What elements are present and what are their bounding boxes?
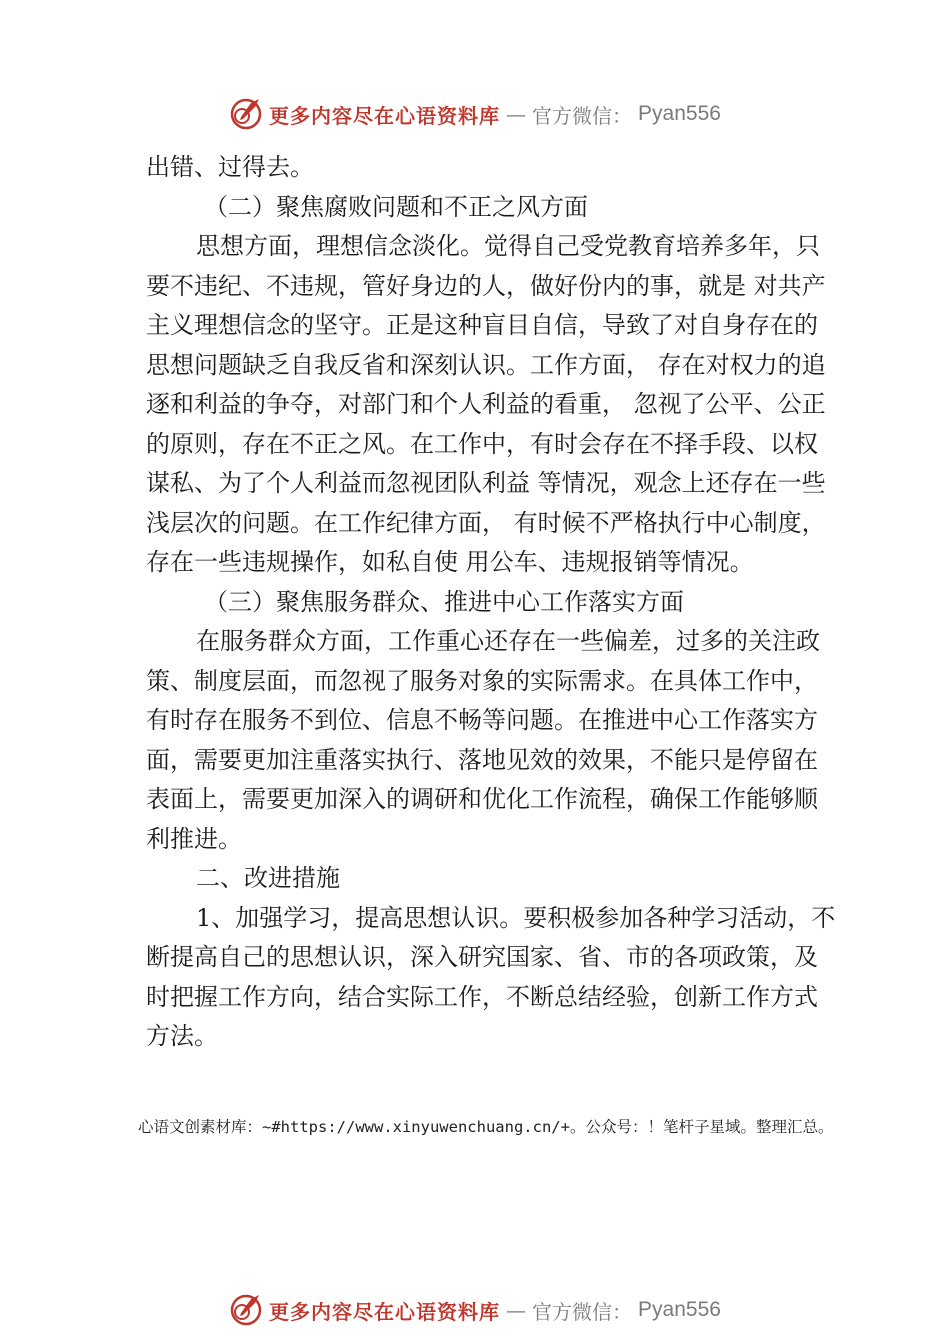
banner-title: 更多内容尽在心语资料库 <box>269 1299 501 1324</box>
header-banner <box>0 94 950 134</box>
banner-wechat-label: 官方微信： <box>532 103 633 128</box>
paragraph-measure-1: 1、加强学习，提高思想认识。要积极参加各种学习活动，不断提高自己的思想认识，深入研究国家、省、市的各项政策，及时把握工作方向，结合实际工作，不断总结经验，创新工作方式方法。 <box>146 903 836 1050</box>
pen-logo-icon <box>229 97 263 131</box>
pen-logo-icon <box>229 1293 263 1327</box>
banner-dash: — <box>506 102 527 126</box>
banner-wechat-id: Pyan556 <box>638 102 721 125</box>
subheading-service: （三）聚焦服务群众、推进中心工作落实方面 <box>204 587 684 616</box>
footer-banner <box>0 1290 950 1330</box>
subheading-corruption: （二）聚焦腐败问题和不正之风方面 <box>204 192 588 221</box>
banner-wechat-label: 官方微信： <box>532 1299 633 1324</box>
banner-dash: — <box>506 1298 527 1322</box>
banner-title: 更多内容尽在心语资料库 <box>269 103 501 128</box>
document-body <box>146 148 836 1057</box>
section-heading-improvements: 二、改进措施 <box>196 864 340 892</box>
paragraph-service: 在服务群众方面，工作重心还存在一些偏差，过多的关注政策、制度层面，而忽视了服务对象的实际需求。在具体工作中，有时存在服务不到位、信息不畅等问题。在推进中心工作落实方面，需要更加注重落实执行、落地见效的效果，不能只是停留在表面上，需要更加深入的调研和优化工作流程，确保工作能够顺利推进。 <box>146 627 820 853</box>
paragraph-ideology: 思想方面，理想信念淡化。觉得自己受党教育培养多年，只要不违纪、不违规，管好身边的人，做好份内的事，就是 对共产主义理想信念的坚守。正是这种盲目自信，导致了对自身存在的思想问题缺乏自我反省和深刻认识。工作方面， 存在对权力的追逐和利益的争夺，对部门和个人利益的看重， 忽视了公平、公正的原则，存在不正之风。在工作中，有时会存在不择手段、以权谋私、为了个人利益而忽视团队利益 等情况，观念上还存在一些浅层次的问题。在工作纪律方面， 有时候不严格执行中心制度，存在一些违规操作，如私自使 用公车、违规报销等情况。 <box>146 232 826 576</box>
source-note: 心语文创素材库：~#https://www.xinyuwenchuang.cn/+。公众号：！笔杆子星域。整理汇总。 <box>138 1118 834 1136</box>
paragraph-continuation: 出错、过得去。 <box>146 153 314 181</box>
banner-wechat-id: Pyan556 <box>638 1298 721 1321</box>
